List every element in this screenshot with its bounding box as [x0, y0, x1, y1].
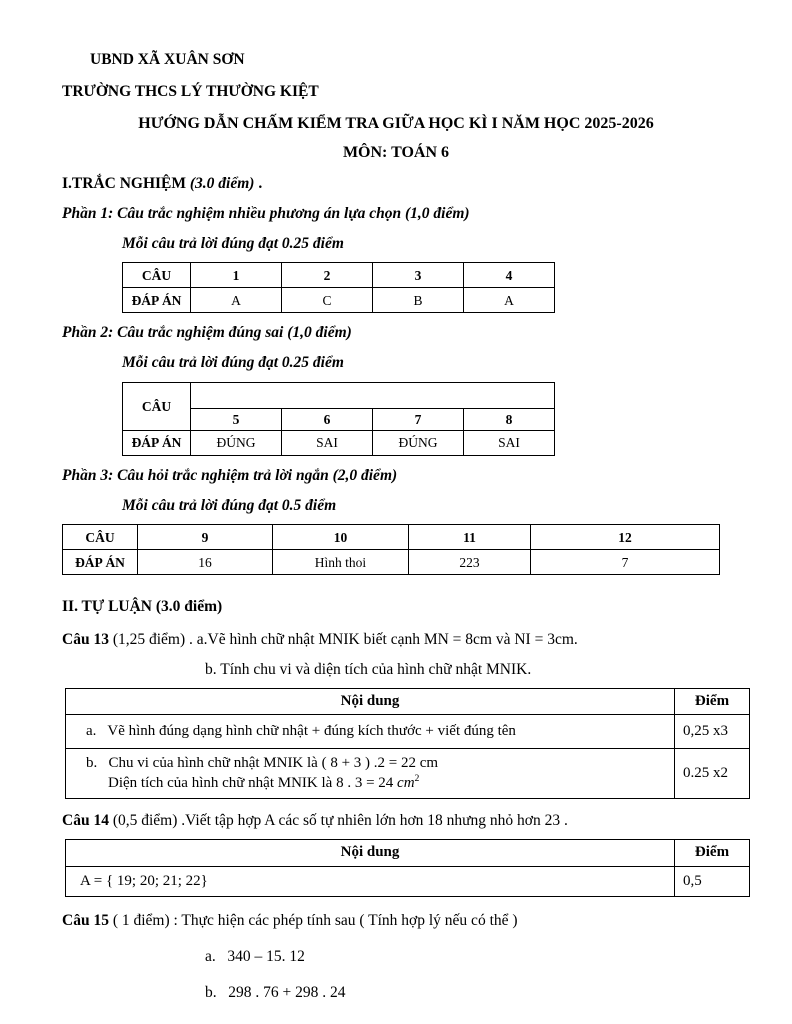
criterion-a-cell: a. Vẽ hình đúng dạng hình chữ nhật + đúng kích thước + viết đúng tên — [66, 715, 675, 749]
answer-cell: ĐÚNG — [373, 431, 464, 456]
part1-title: Phần 1: Câu trắc nghiệm nhiều phương án lựa chọn (1,0 điểm) — [62, 205, 470, 223]
question15-line — [62, 911, 730, 931]
question-cell: 2 — [282, 263, 373, 288]
question13-text: (1,25 điểm) . a.Vẽ hình chữ nhật MNIK biết cạnh MN = 8cm và NI = 3cm. — [108, 630, 578, 648]
part2-note: Mỗi câu trả lời đúng đạt 0.25 điểm — [122, 354, 344, 372]
question13-line-b: b. Tính chu vi và diện tích của hình chữ nhật MNIK. — [205, 660, 532, 678]
part3-answer-table — [62, 524, 720, 575]
question13-label: Câu 13 — [62, 630, 109, 648]
points-header-cell: Điểm — [675, 688, 750, 715]
table-row — [63, 525, 720, 550]
question-cell: 4 — [464, 263, 555, 288]
question14-line — [62, 811, 730, 831]
school-name: TRƯỜNG THCS LÝ THƯỜNG KIỆT — [62, 83, 319, 101]
table-row — [123, 431, 555, 456]
points-a-cell: 0,25 x3 — [675, 715, 750, 749]
criterion-b-line1: b. Chu vi của hình chữ nhật MNIK là ( 8 + 3 ) .2 = 22 cm — [86, 754, 439, 771]
question-cell: 5 — [191, 408, 282, 431]
question-cell: 10 — [273, 525, 409, 550]
part3-title: Phần 3: Câu hỏi trắc nghiệm trả lời ngắn (2,0 điểm) — [62, 467, 398, 485]
points-header-cell: Điểm — [675, 840, 750, 867]
table-row — [66, 715, 750, 749]
table-header-row — [66, 688, 750, 715]
document-title: HƯỚNG DẪN CHẤM KIỂM TRA GIỮA HỌC KÌ I NĂM HỌC 2025-2026 — [138, 115, 654, 133]
table-row — [66, 749, 750, 799]
mcq-heading-points: (3.0 điểm) — [186, 174, 255, 192]
answer-cell: 223 — [409, 550, 531, 575]
empty-cell — [191, 382, 555, 408]
question-cell: 9 — [138, 525, 273, 550]
question-cell: 1 — [191, 263, 282, 288]
section-essay-heading: II. TỰ LUẬN (3.0 điểm) — [62, 598, 223, 616]
cau-label-cell: CÂU — [123, 263, 191, 288]
part1-answer-table — [122, 262, 555, 313]
answer-cell: ĐÚNG — [191, 431, 282, 456]
criterion-b-cell — [66, 749, 675, 799]
answer-cell: SAI — [282, 431, 373, 456]
answer-cell: 7 — [531, 550, 720, 575]
answer-cell: SAI — [464, 431, 555, 456]
question-cell: 8 — [464, 408, 555, 431]
question14-text: (0,5 điểm) .Viết tập hợp A các số tự nhiên lớn hơn 18 nhưng nhỏ hơn 23 . — [108, 812, 568, 830]
table-row — [66, 866, 750, 896]
question-cell: 3 — [373, 263, 464, 288]
content-header-cell: Nội dung — [66, 840, 675, 867]
table-row — [123, 263, 555, 288]
unit-label: cm — [397, 775, 415, 792]
q15-item-b: b. 298 . 76 + 298 . 24 — [205, 984, 346, 1002]
dapan-label-cell: ĐÁP ÁN — [63, 550, 138, 575]
table-row — [123, 288, 555, 313]
answer-cell: A — [464, 288, 555, 313]
question14-label: Câu 14 — [62, 812, 109, 830]
section-mcq-heading — [62, 174, 730, 194]
dapan-label-cell: ĐÁP ÁN — [123, 288, 191, 313]
part1-note: Mỗi câu trả lời đúng đạt 0.25 điểm — [122, 235, 344, 253]
answer-cell: 16 — [138, 550, 273, 575]
answer-cell: A — [191, 288, 282, 313]
cau-label-cell: CÂU — [63, 525, 138, 550]
criterion-b-line2-text: Diện tích của hình chữ nhật MNIK là 8 . 3 = 24 — [108, 775, 398, 792]
table-row — [123, 382, 555, 408]
question-cell: 7 — [373, 408, 464, 431]
unit-exponent: 2 — [414, 773, 420, 785]
answer-cell: B — [373, 288, 464, 313]
part2-title: Phần 2: Câu trắc nghiệm đúng sai (1,0 điểm) — [62, 324, 352, 342]
criterion-b-line2 — [108, 773, 666, 794]
subject-line: MÔN: TOÁN 6 — [342, 144, 450, 162]
answer-cell: C — [282, 288, 373, 313]
table-row — [63, 550, 720, 575]
question15-text: ( 1 điểm) : Thực hiện các phép tính sau ( Tính hợp lý nếu có thể ) — [108, 911, 518, 929]
q14-scoring-table — [65, 839, 750, 897]
table-header-row — [66, 840, 750, 867]
dapan-label-cell: ĐÁP ÁN — [123, 431, 191, 456]
part2-answer-table — [122, 382, 555, 457]
committee-name: UBND XÃ XUÂN SƠN — [90, 51, 245, 68]
content-header-cell: Nội dung — [66, 688, 675, 715]
question-cell: 11 — [409, 525, 531, 550]
answer-cell: Hình thoi — [273, 550, 409, 575]
part3-note: Mỗi câu trả lời đúng đạt 0.5 điểm — [122, 497, 337, 515]
cau-label-cell: CÂU — [123, 382, 191, 431]
question-cell: 6 — [282, 408, 373, 431]
points-cell: 0,5 — [675, 866, 750, 896]
mcq-heading-tail: . — [254, 174, 263, 192]
question15-label: Câu 15 — [62, 911, 109, 929]
answer-set-cell: A = { 19; 20; 21; 22} — [66, 866, 675, 896]
points-b-cell: 0.25 x2 — [675, 749, 750, 799]
q15-item-a: a. 340 – 15. 12 — [205, 948, 305, 966]
mcq-heading-label: I.TRẮC NGHIỆM — [62, 174, 187, 192]
q13-scoring-table — [65, 688, 750, 800]
question13-line — [62, 630, 730, 650]
question-cell: 12 — [531, 525, 720, 550]
